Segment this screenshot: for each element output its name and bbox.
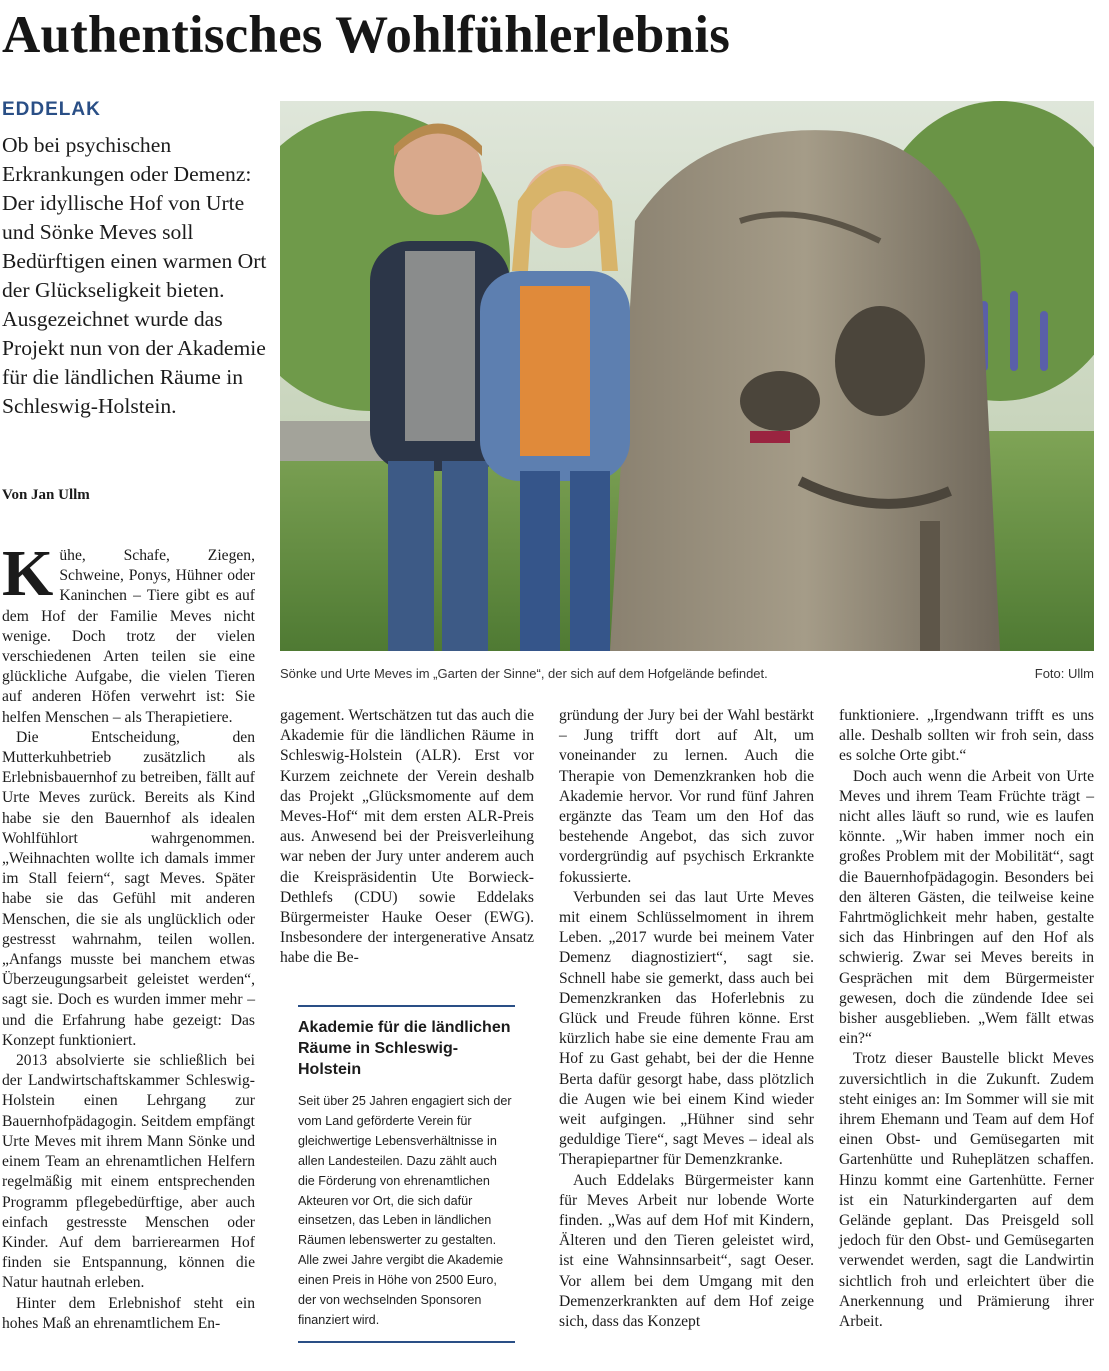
article-paragraph-4a: Hinter dem Erlebnishof steht ein hohes Maß an ehrenamtlichem En- bbox=[2, 1294, 255, 1332]
article-paragraph-4c: gründung der Jury bei der Wahl bestärkt – Jung trifft dort auf Alt, um voneinander zu lernen. Auch die Therapie von Demenzkranken hob die Akademie hervor. Vor rund fünf Jahren ergänzte das Team um den Hof das bestehende Angebot, das sich zuvor vordergründig auf psychisch Erkrankte fokussierte. bbox=[559, 707, 814, 886]
article-paragraph-6a: Auch Eddelaks Bürgermeister kann für Meves Arbeit nur lobende Worte finden. „Was auf dem Hof mit Kindern, Älteren und den Tieren geleistet wird, ist eine Wahnsinnsarbeit“, sagt Oeser. Vor allem bei dem Umgang mit den Demenzerkrankten auf dem Hof zeige sich, dass das Konzept bbox=[559, 1171, 814, 1331]
info-box-text: Seit über 25 Jahren engagiert sich der vom Land geförderte Verein für gleichwertige Lebensverhältnisse in allen Landesteilen. Dazu zählt auch die Förderung von ehrenamtlichen Akteuren vor Ort, die sich dafür einsetzen, das Leben in ländlichen Räumen lebenswerter zu gestalten. Alle zwei Jahre vergibt die Akademie einen Preis in Höhe von 2500 Euro, der von wechselnden Sponsoren finanziert wird. bbox=[298, 1094, 512, 1327]
dateline: EDDELAK bbox=[2, 99, 101, 120]
photo-illustration bbox=[280, 101, 1094, 651]
photo-caption-row bbox=[280, 666, 1094, 681]
article-column-1 bbox=[2, 537, 255, 1334]
photo-caption: Sönke und Urte Meves im „Garten der Sinne“, der sich auf dem Hofgelände befindet. bbox=[280, 666, 768, 681]
article-paragraph-1 bbox=[2, 537, 255, 728]
article-paragraph-2: Die Entscheidung, den Mutterkuhbetrieb zusätzlich als Erlebnisbauernhof zu betreiben, fällt auf Urte Meves zurück. Bereits als Kind habe sie den Bauernhof als idealen Wohlfühlort wahrgenommen. „Weihnachten wollte ich damals immer im Stall feiern“, sagt Meves. Später habe sie das Gefühl mit anderen Menschen, die sie als unglücklich oder gestresst wahrnahm, teilen wollen. „Anfangs musste bei manchem etwas Überzeugungsarbeit geleistet werden“, sagt sie. Doch es wurden immer mehr – und die Erfahrung habe gezeigt: Das Konzept funktioniert. bbox=[2, 728, 255, 1049]
article-photo bbox=[280, 101, 1094, 651]
article-column-4 bbox=[839, 706, 1094, 1332]
info-box-title: Akademie für die ländlichen Räume in Schleswig-Holstein bbox=[298, 1019, 511, 1078]
photo-credit: Foto: Ullm bbox=[1034, 666, 1094, 681]
article-column-2 bbox=[280, 706, 534, 969]
article-paragraph-4b: gagement. Wertschätzen tut das auch die Akademie für die ländlichen Räume in Schleswig-Holstein (ALR). Erst vor Kurzem zeichnete der Verein deshalb das Projekt „Glücksmomente auf dem Meves-Hof“ mit dem ersten ALR-Preis aus. Anwesend bei der Preisverleihung war neben der Jury unter anderem auch die Kreispräsidentin Ute Borwieck-Dethlefs (CDU) sowie Eddelaks Bürgermeister Hauke Oeser (EWG). Insbesondere der intergenerative Ansatz habe die Be- bbox=[280, 707, 534, 967]
dropcap: K bbox=[2, 537, 54, 610]
headline: Authentisches Wohlfühlerlebnis bbox=[2, 6, 731, 64]
article-paragraph-6b: funktioniere. „Irgendwann trifft es uns alle. Deshalb sollten wir froh sein, dass es solche Orte gibt.“ bbox=[839, 707, 1094, 765]
teaser: Ob bei psychischen Erkrankungen oder Demenz: Der idyllische Hof von Urte und Sönke Meves soll Bedürftigen einen warmen Ort der Glückseligkeit bieten. Ausgezeichnet wurde das Projekt nun von der Akademie für die ländlichen Räume in Schleswig-Holstein. bbox=[2, 133, 267, 418]
info-box bbox=[298, 1005, 515, 1343]
article-column-3 bbox=[559, 706, 814, 1332]
paragraph-text: ühe, Schafe, Ziegen, Schweine, Ponys, Hühner oder Kaninchen – Tiere gibt es auf dem Hof der Familie Meves nicht wenige. Doch trotz der vielen verschiedenen Arten teilen sie eine glückliche Aufgabe, die vielen Tieren auf anderen Höfen verwehrt ist: Sie helfen Menschen – als Therapietiere. bbox=[2, 547, 255, 726]
article-paragraph-5: Verbunden sei das laut Urte Meves mit einem Schlüsselmoment in ihrem Leben. „2017 wurde bei meinem Vater Demenz diagnostiziert“, sagt sie. Schnell habe sie gemerkt, dass auch bei Demenzkranken das Hoferlebnis zu Glück und Freude führen könne. Erst kürzlich habe sie eine demente Frau am Hof zu Gast gehabt, bei der die Henne Berta dafür gesorgt habe, dass plötzlich die Augen wie bei einem Kind wieder weit aufgingen. „Hühner sind sehr geduldige Tiere“, sagt Meves – ideal als Therapiepartner für Demenzkranke. bbox=[559, 888, 814, 1169]
article-paragraph-7: Doch auch wenn die Arbeit von Urte Meves und ihrem Team Früchte trägt – nicht alles läuft so rund, wie es laufen könnte. „Wir haben immer noch ein großes Problem mit der Mobilität“, sagt die Bauernhofpädagogin. Besonders bei den älteren Gästen, die teilweise keine Fahrtmöglichkeit mehr haben, gestalte sich das Hinbringen auf den Hof als schwierig. Zwar sei Meves bereits in Gesprächen mit dem Bürgermeister gewesen, doch die zündende Idee sei bisher ausgeblieben. „Wem fällt etwas ein?“ bbox=[839, 767, 1094, 1048]
article-paragraph-3: 2013 absolvierte sie schließlich bei der Landwirtschaftskammer Schleswig-Holstein einen Lehrgang zur Bauernhofpädagogin. Seitdem empfängt Urte Meves mit ihrem Mann Sönke und einem Team an ehrenamtlichen Helfern regelmäßig mit einem entsprechenden Programm pflegebedürftige, aber auch einfach gestresste Menschen oder Kinder. Auf dem barrierearmen Hof finden sie Entspannung, können die Natur hautnah erleben. bbox=[2, 1052, 255, 1292]
article-paragraph-8: Trotz dieser Baustelle blickt Meves zuversichtlich in die Zukunft. Zudem steht einiges an: Im Sommer will sie mit ihrem Ehemann und Team auf dem Hof einen Obst- und Gemüsegarten mit Gartenhütte und Ruheplätzen schaffen. Hinzu kommt eine Gartenhütte. Ferner ist ein Naturkindergarten auf dem Gelände geplant. Das Preisgeld soll jedoch für den Obst- und Gemüsegarten verwendet werden, sagt die Landwirtin sichtlich froh und erleichtert über die Anerkennung und Prämierung ihrer Arbeit. bbox=[839, 1050, 1094, 1331]
byline: Von Jan Ullm bbox=[2, 487, 90, 503]
